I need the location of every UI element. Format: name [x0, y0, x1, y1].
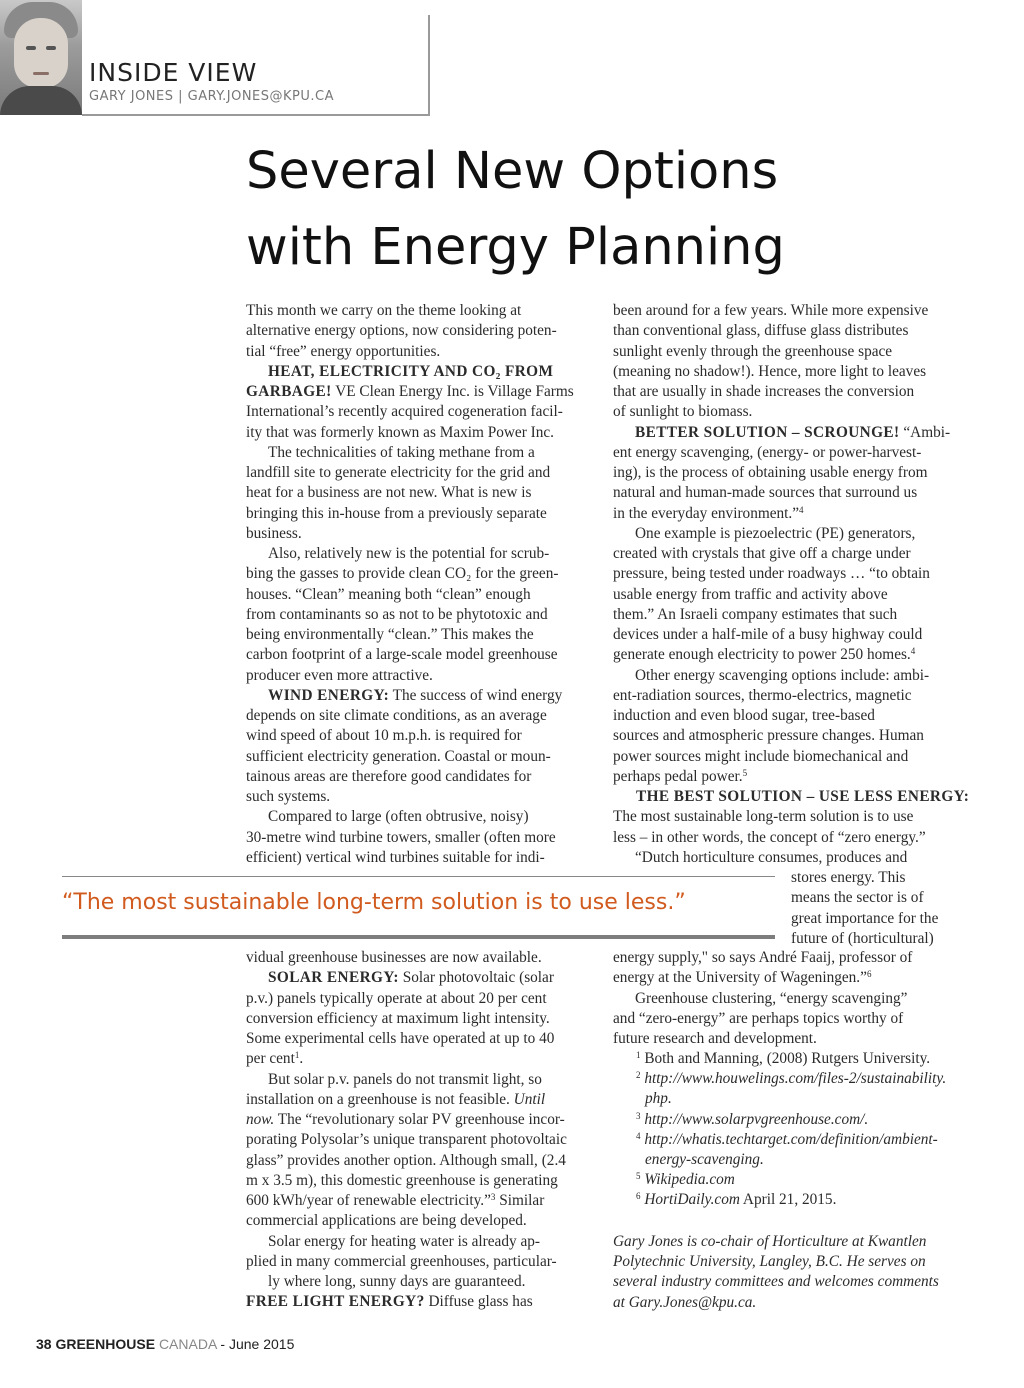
article-line: porating Polysolar’s unique transparent photovoltaic: [246, 1131, 567, 1149]
footnote: $^4$ http://whatis.techtarget.com/definition/ambient-: [636, 1130, 938, 1148]
article-line: ent-radiation sources, thermo-electrics, magnetic: [613, 686, 912, 704]
article-line: m x 3.5 m), this domestic greenhouse is generating: [246, 1171, 558, 1189]
article-line: than conventional glass, diffuse glass distributes: [613, 322, 909, 340]
magazine-name-country: CANADA: [158, 1336, 217, 1352]
article-line: and “zero-energy” are perhaps topics worthy of: [613, 1009, 904, 1027]
pull-quote-rule-top: [62, 876, 775, 877]
article-line: 600 kWh/year of renewable electricity.”$^3$ Similar: [246, 1192, 545, 1209]
footnote: $^1$ Both and Manning, (2008) Rutgers University.: [636, 1050, 931, 1067]
pull-quote: “The most sustainable long-term solution is to use less.”: [62, 890, 686, 915]
article-line: wind speed of about 10 m.p.h. is required for: [246, 727, 522, 745]
footnote: $^2$ http://www.houwelings.com/files-2/sustainability.: [636, 1070, 947, 1088]
footnote: $^6$ HortiDaily.com April 21, 2015.: [636, 1191, 837, 1209]
article-line: landfill site to generate electricity for the grid and: [246, 464, 551, 481]
article-line: energy supply," so says André Faaij, professor of: [613, 949, 913, 966]
header-divider-vertical: [428, 15, 430, 115]
bio-line: Polytechnic University, Langley, B.C. He serves on: [613, 1253, 926, 1271]
article-line: per cent$^1$.: [246, 1050, 304, 1068]
article-line: BETTER SOLUTION – SCROUNGE! “Ambi-: [635, 423, 951, 441]
article-line: devices under a half-mile of a busy highway could: [613, 626, 923, 643]
footnote: $^3$ http://www.solarpvgreenhouse.com/.: [636, 1110, 869, 1128]
article-line: THE BEST SOLUTION – USE LESS ENERGY:: [636, 788, 970, 805]
article-line: bing the gasses to provide clean CO₂ for the green-: [246, 565, 559, 583]
article-line: ent energy scavenging, (energy- or power-harvest-: [613, 443, 922, 461]
header-divider-horizontal: [82, 114, 430, 116]
article-line: now. The “revolutionary solar PV greenhouse incor-: [246, 1111, 565, 1128]
article-line: 30-metre wind turbine towers, smaller (often more: [246, 828, 556, 846]
article-line: efficient) vertical wind turbines suitable for indi-: [246, 848, 545, 866]
article-line: means the sector is of: [791, 889, 924, 907]
article-line: created with crystals that give off a charge under: [613, 545, 911, 562]
article-line: sunlight evenly through the greenhouse space: [613, 342, 893, 360]
article-line: plied in many commercial greenhouses, particular-: [246, 1252, 557, 1270]
article-line: conversion efficiency at maximum light intensity.: [246, 1009, 550, 1027]
article-line: ing), is the process of obtaining usable energy from: [613, 464, 928, 481]
article-line: GARBAGE! VE Clean Energy Inc. is Village Farms: [246, 383, 574, 400]
pull-quote-rule-bottom: [62, 935, 775, 939]
article-line: FREE LIGHT ENERGY? Diffuse glass has: [246, 1293, 533, 1311]
article-line: business.: [246, 524, 302, 542]
article-line: But solar p.v. panels do not transmit light, so: [268, 1070, 542, 1088]
article-line: HEAT, ELECTRICITY AND CO₂ FROM: [268, 362, 554, 380]
article-line: power sources might include biomechanical and: [613, 747, 909, 765]
article-line: sources and atmospheric pressure changes. Human: [613, 727, 924, 745]
article-line: carbon footprint of a large-scale model greenhouse: [246, 646, 558, 664]
article-line: alternative energy options, now considering poten-: [246, 322, 557, 340]
page-number: 38: [36, 1336, 52, 1352]
article-line: (meaning no shadow!). Hence, more light to leaves: [613, 362, 927, 380]
magazine-name: GREENHOUSE: [55, 1336, 156, 1352]
bio-line: several industry committees and welcomes comments: [613, 1273, 939, 1291]
article-line: glass” provides another option. Although small, (2.4: [246, 1151, 566, 1169]
article-line: SOLAR ENERGY: Solar photovoltaic (solar: [268, 969, 554, 987]
article-line: great importance for the: [791, 909, 939, 927]
article-line: natural and human-made sources that surround us: [613, 484, 918, 502]
headline-line-2: with Energy Planning: [246, 218, 785, 277]
article-line: induction and even blood sugar, tree-based: [613, 707, 875, 724]
article-line: pressure, being tested under roadways … “to obtain: [613, 565, 930, 583]
article-line: depends on site climate conditions, as an average: [246, 707, 547, 724]
author-photo: [0, 0, 82, 115]
footnote: $^5$ Wikipedia.com: [636, 1171, 735, 1189]
article-line: energy at the University of Wageningen.”$^6$: [613, 969, 872, 987]
article-line: Other energy scavenging options include: ambi-: [635, 666, 930, 684]
article-line: Also, relatively new is the potential for scrub-: [268, 545, 550, 562]
article-line: future research and development.: [613, 1030, 817, 1047]
bio-line: Gary Jones is co-chair of Horticulture at Kwantlen: [613, 1233, 927, 1250]
article-line: sufficient electricity generation. Coastal or moun-: [246, 747, 551, 765]
article-line: houses. “Clean” meaning both “clean” enough: [246, 585, 531, 603]
article-line: that are usually in shade increases the conversion: [613, 383, 915, 400]
article-line: in the everyday environment.”$^4$: [613, 504, 804, 522]
footnote: php.: [645, 1090, 672, 1108]
article-line: Some experimental cells have operated at up to 40: [246, 1030, 555, 1047]
article-line: International’s recently acquired cogeneration facil-: [246, 403, 563, 421]
author-line: GARY JONES | GARY.JONES@KPU.CA: [89, 89, 334, 104]
article-line: The technicalities of taking methane from a: [268, 443, 535, 461]
column-title: INSIDE VIEW: [89, 58, 258, 87]
article-line: been around for a few years. While more expensive: [613, 302, 929, 319]
article-line: perhaps pedal power.$^5$: [613, 767, 748, 785]
article-line: producer even more attractive.: [246, 666, 433, 684]
article-line: One example is piezoelectric (PE) generators,: [635, 524, 916, 542]
article-line: Compared to large (often obtrusive, noisy): [268, 808, 529, 826]
article-line: being environmentally “clean.” This makes the: [246, 626, 534, 643]
article-line: tainous areas are therefore good candidates for: [246, 767, 532, 785]
article-line: The most sustainable long-term solution is to use: [613, 808, 914, 826]
bio-line: at Gary.Jones@kpu.ca.: [613, 1293, 757, 1311]
article-line: them.” An Israeli company estimates that such: [613, 605, 898, 623]
footnote: energy-scavenging.: [645, 1151, 764, 1168]
article-line: This month we carry on the theme looking at: [246, 302, 522, 319]
article-line: stores energy. This: [791, 869, 906, 886]
article-line: WIND ENERGY: The success of wind energy: [268, 686, 563, 704]
article-line: ly where long, sunny days are guaranteed.: [268, 1273, 526, 1290]
article-line: bringing this in-house from a previously separate: [246, 504, 547, 522]
article-line: heat for a business are not new. What is new is: [246, 484, 532, 502]
article-line: installation on a greenhouse is not feasible. Until: [246, 1090, 546, 1108]
article-line: tial “free” energy opportunities.: [246, 342, 441, 360]
page-footer: [36, 1336, 294, 1352]
article-line: Greenhouse clustering, “energy scavenging”: [635, 989, 908, 1007]
article-line: commercial applications are being developed.: [246, 1212, 527, 1230]
article-line: ity that was formerly known as Maxim Power Inc.: [246, 423, 554, 441]
article-line: “Dutch horticulture consumes, produces and: [635, 848, 908, 866]
article-line: future of (horticultural): [791, 929, 934, 947]
article-line: such systems.: [246, 788, 331, 805]
issue-date: - June 2015: [216, 1336, 295, 1352]
article-line: from contaminants so as not to be phytotoxic and: [246, 605, 548, 623]
headline-line-1: Several New Options: [246, 142, 779, 201]
article-line: less – in other words, the concept of “zero energy.”: [613, 828, 926, 846]
article-line: vidual greenhouse businesses are now available.: [246, 949, 542, 966]
article-line: generate enough electricity to power 250 homes.$^4$: [613, 646, 916, 664]
article-line: Solar energy for heating water is already ap-: [268, 1232, 540, 1250]
article-line: of sunlight to biomass.: [613, 403, 753, 421]
article-line: usable energy from traffic and activity above: [613, 585, 888, 603]
article-line: p.v.) panels typically operate at about 20 per cent: [246, 989, 547, 1007]
